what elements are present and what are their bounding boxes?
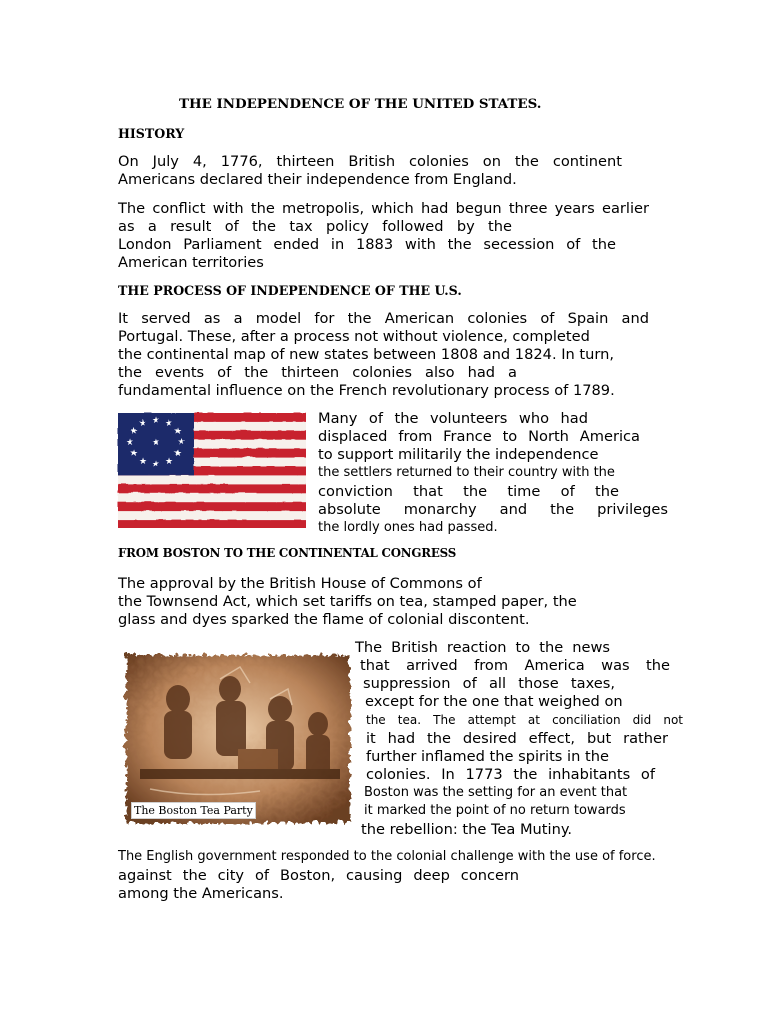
boston-heading: FROM BOSTON TO THE CONTINENTAL CONGRESS bbox=[118, 546, 457, 560]
svg-text:★: ★ bbox=[137, 456, 147, 466]
boston-p2-line-7: further inflamed the spirits in the bbox=[366, 748, 609, 765]
history-p2-line-1: The conflict with the metropolis, which had begun three years earlier bbox=[118, 200, 649, 217]
process-p1-line-5: fundamental influence on the French revolutionary process of 1789. bbox=[118, 382, 615, 399]
image-caption: The Boston Tea Party bbox=[131, 802, 256, 819]
svg-text:★: ★ bbox=[150, 459, 160, 469]
svg-text:★: ★ bbox=[163, 456, 173, 466]
boston-p3-line-1: The English government responded to the colonial challenge with the use of force. bbox=[118, 849, 656, 864]
process-p1-line-3: the continental map of new states between 1808 and 1824. In turn, bbox=[118, 346, 615, 363]
svg-text:★: ★ bbox=[172, 426, 182, 436]
process-p2-line-7: the lordly ones had passed. bbox=[318, 520, 498, 535]
boston-p1-line-3: glass and dyes sparked the flame of colonial discontent. bbox=[118, 611, 530, 628]
boston-tea-party-image bbox=[120, 649, 352, 825]
boston-p2-line-11: the rebellion: the Tea Mutiny. bbox=[361, 821, 573, 838]
svg-text:★: ★ bbox=[128, 426, 138, 436]
process-p2-line-4: the settlers returned to their country with the bbox=[318, 465, 615, 480]
boston-p3-line-2: against the city of Boston, causing deep concern bbox=[118, 867, 519, 884]
svg-text:★: ★ bbox=[128, 448, 138, 458]
svg-text:★: ★ bbox=[150, 437, 160, 447]
history-p2-line-2: as a result of the tax policy followed by the bbox=[118, 218, 512, 235]
boston-p3-line-3: among the Americans. bbox=[118, 885, 284, 902]
boston-p2-line-3: suppression of all those taxes, bbox=[363, 675, 615, 692]
process-p2-line-1: Many of the volunteers who had bbox=[318, 410, 588, 427]
process-p1-line-2: Portugal. These, after a process not without violence, completed bbox=[118, 328, 590, 345]
boston-p1-line-2: the Townsend Act, which set tariffs on tea, stamped paper, the bbox=[118, 593, 577, 610]
svg-text:★: ★ bbox=[124, 437, 134, 447]
page-title: THE INDEPENDENCE OF THE UNITED STATES. bbox=[179, 96, 542, 112]
history-p1-line-2: Americans declared their independence from England. bbox=[118, 171, 517, 188]
svg-text:★: ★ bbox=[137, 418, 147, 428]
boston-p2-line-6: it had the desired effect, but rather bbox=[366, 730, 668, 747]
boston-p2-line-2: that arrived from America was the bbox=[360, 657, 670, 674]
boston-p2-line-1: The British reaction to the news bbox=[355, 639, 610, 656]
process-p1-line-1: It served as a model for the American colonies of Spain and bbox=[118, 310, 649, 327]
boston-p2-line-5: the tea. The attempt at conciliation did not bbox=[366, 713, 683, 727]
process-p2-line-5: conviction that the time of the bbox=[318, 483, 619, 500]
history-p1-line-1: On July 4, 1776, thirteen British colonies on the continent bbox=[118, 153, 622, 170]
boston-p2-line-10: it marked the point of no return towards bbox=[364, 803, 626, 818]
svg-text:★: ★ bbox=[163, 418, 173, 428]
boston-p2-line-4: except for the one that weighed on bbox=[365, 693, 623, 710]
svg-text:★: ★ bbox=[150, 415, 160, 425]
boston-p2-line-8: colonies. In 1773 the inhabitants of bbox=[366, 766, 655, 783]
svg-text:★: ★ bbox=[176, 437, 186, 447]
history-p2-line-3: London Parliament ended in 1883 with the secession of the bbox=[118, 236, 616, 253]
history-heading: HISTORY bbox=[118, 126, 185, 141]
boston-p1-line-1: The approval by the British House of Commons of bbox=[118, 575, 482, 592]
process-p1-line-4: the events of the thirteen colonies also had a bbox=[118, 364, 517, 381]
american-flag-image bbox=[117, 412, 306, 528]
history-p2-line-4: American territories bbox=[118, 254, 264, 271]
boston-p2-line-9: Boston was the setting for an event that bbox=[364, 785, 628, 800]
process-p2-line-2: displaced from France to North America bbox=[318, 428, 640, 445]
process-heading: THE PROCESS OF INDEPENDENCE OF THE U.S. bbox=[118, 283, 462, 298]
svg-text:★: ★ bbox=[172, 448, 182, 458]
process-p2-line-3: to support militarily the independence bbox=[318, 446, 599, 463]
process-p2-line-6: absolute monarchy and the privileges bbox=[318, 501, 668, 518]
